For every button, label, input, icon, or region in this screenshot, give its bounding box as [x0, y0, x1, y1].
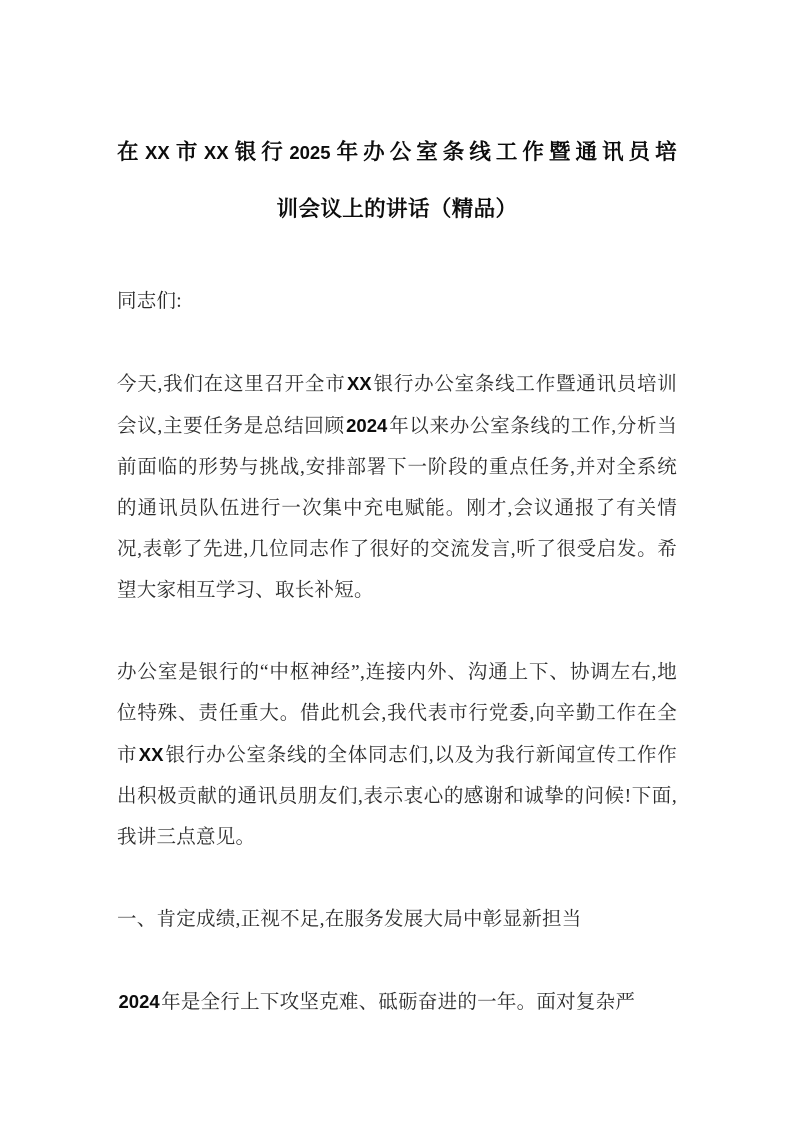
paragraph-2: 办公室是银行的“中枢神经”,连接内外、沟通上下、协调左右,地位特殊、责任重大。借此机会,我代表市行党委,向辛勤工作在全市XX银行办公室条线的全体同志们,以及为我行新闻宣传工作作出积极贡献的通讯员朋友们,表示衷心的感谢和诚挚的问候!下面,我讲三点意见。 [117, 662, 677, 848]
paragraph-1: 今天,我们在这里召开全市XX银行办公室条线工作暨通讯员培训会议,主要任务是总结回顾2024年以来办公室条线的工作,分析当前面临的形势与挑战,安排部署下一阶段的重点任务,并对全系统的通讯员队伍进行一次集中充电赋能。刚才,会议通报了有关情况,表彰了先进,几位同志作了很好的交流发言,听了很受启发。希望大家相互学习、取长补短。 [117, 373, 677, 601]
latin-run: XX [203, 142, 229, 163]
document-body [117, 281, 677, 1023]
latin-run: 2024 [118, 991, 160, 1012]
title-line-1: 在XX市XX银行2025年办公室条线工作暨通讯员培 [117, 140, 677, 164]
latin-run: 2024 [346, 415, 388, 436]
salutation: 同志们: [117, 291, 182, 312]
latin-run: XX [145, 142, 170, 163]
latin-run: XX [346, 373, 372, 394]
title-line-2: 训会议上的讲话（精品） [276, 197, 518, 221]
document-content [117, 124, 677, 1023]
latin-run: 2025 [289, 142, 331, 163]
latin-run: XX [138, 744, 164, 765]
page-title [117, 124, 677, 237]
paragraph-3: 2024年是全行上下攻坚克难、砥砺奋进的一年。面对复杂严 [118, 991, 636, 1013]
section-heading-1: 一、肯定成绩,正视不足,在服务发展大局中彰显新担当 [117, 909, 582, 930]
